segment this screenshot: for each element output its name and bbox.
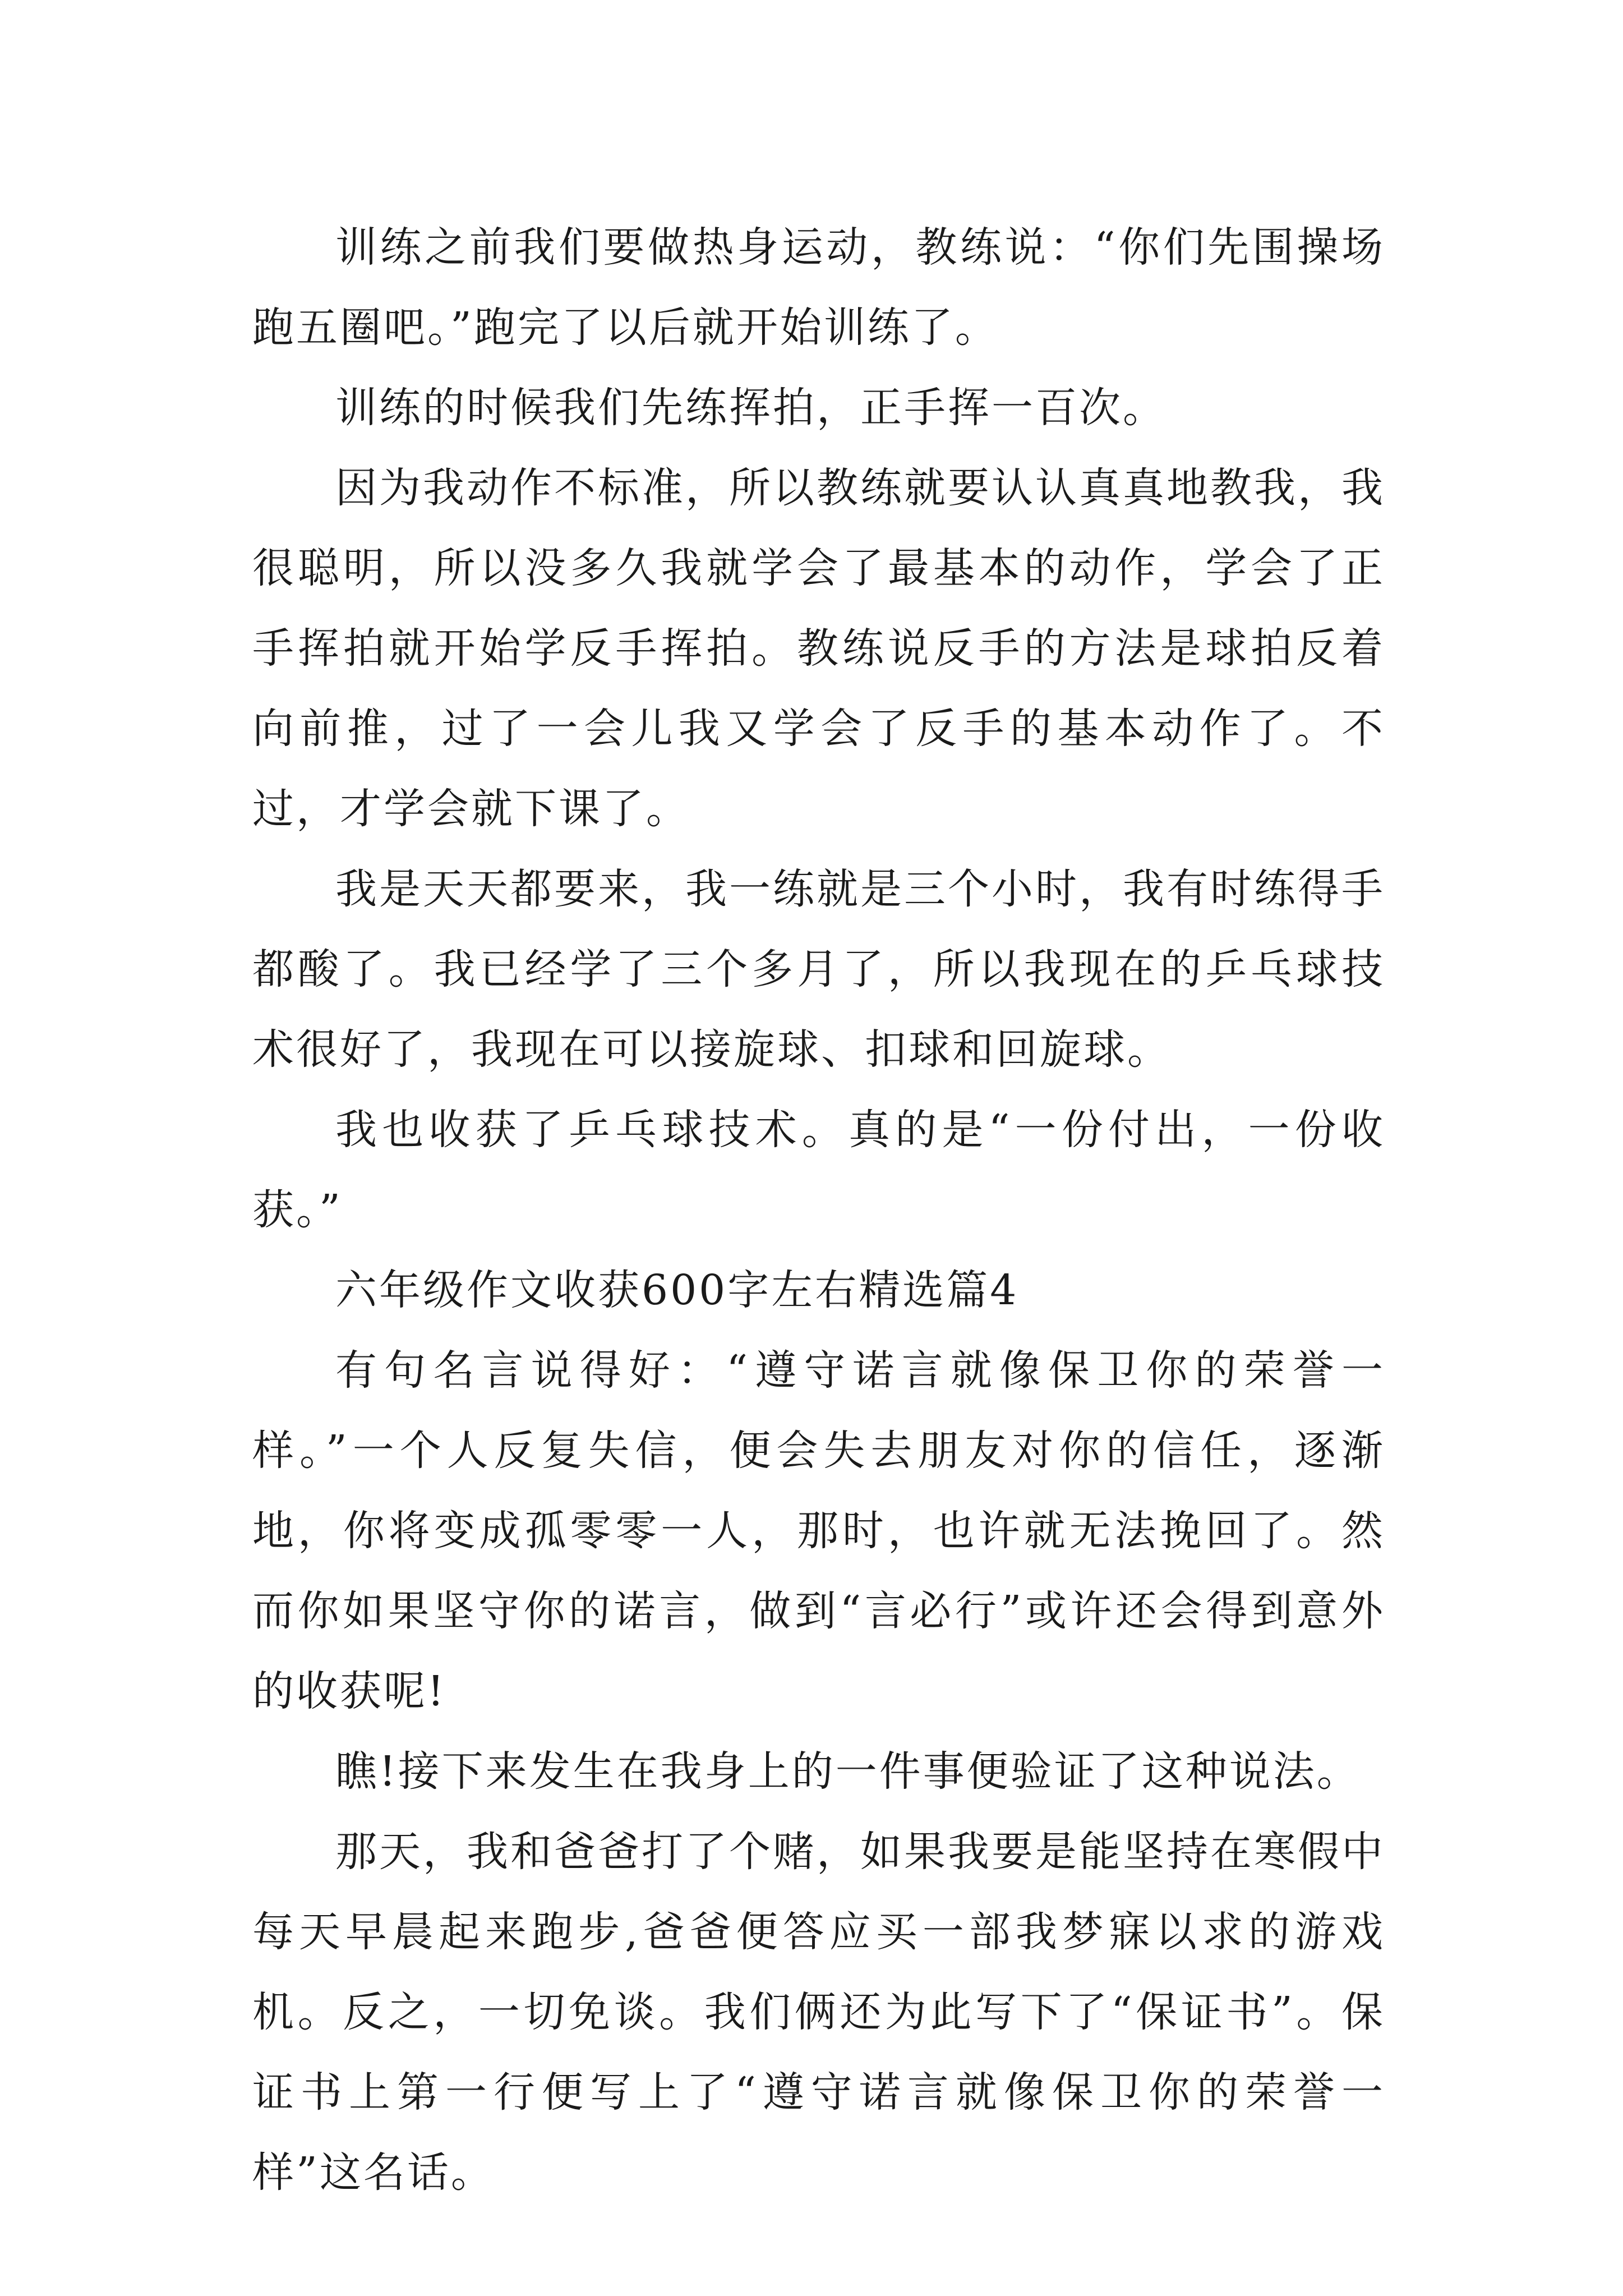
paragraph-warmup: 训练之前我们要做热身运动，教练说：“你们先围操场跑五圈吧。”跑完了以后就开始训练了。 xyxy=(252,223,1385,352)
paragraph-transition: 瞧!接下来发生在我身上的一件事便验证了这种说法。 xyxy=(335,1747,1361,1796)
paragraph-bet: 那天，我和爸爸打了个赌，如果我要是能坚持在寒假中每天早晨起来跑步,爸爸便答应买一部我梦寐以求的游戏机。反之，一切免谈。我们俩还为此写下了“保证书”。保证书上第一行便写上了“遵守诺言就像保卫你的荣誉一样”这名话。 xyxy=(252,1828,1385,2197)
paragraph-daily-practice: 我是天天都要来，我一练就是三个小时，我有时练得手都酸了。我已经学了三个多月了，所以我现在的乒乓球技术很好了，我现在可以接旋球、扣球和回旋球。 xyxy=(252,865,1385,1074)
paragraph-learning-backhand: 因为我动作不标准，所以教练就要认认真真地教我，我很聪明，所以没多久我就学会了最基本的动作，学会了正手挥拍就开始学反手挥拍。教练说反手的方法是球拍反着向前推，过了一会儿我又学会了反手的基本动作了。不过，才学会就下课了。 xyxy=(252,464,1385,833)
section-heading: 六年级作文收获600字左右精选篇4 xyxy=(335,1266,1019,1314)
document-body xyxy=(252,208,1385,2213)
paragraph-quote: 有句名言说得好：“遵守诺言就像保卫你的荣誉一样。”一个人反复失信，便会失去朋友对你的信任，逐渐地，你将变成孤零零一人，那时，也许就无法挽回了。然而你如果坚守你的诺言，做到“言必行”或许还会得到意外的收获呢! xyxy=(252,1346,1385,1715)
paragraph-harvest: 我也收获了乒乓球技术。真的是“一份付出，一份收获。” xyxy=(252,1106,1385,1234)
paragraph-swing-practice: 训练的时候我们先练挥拍，正手挥一百次。 xyxy=(335,384,1166,432)
